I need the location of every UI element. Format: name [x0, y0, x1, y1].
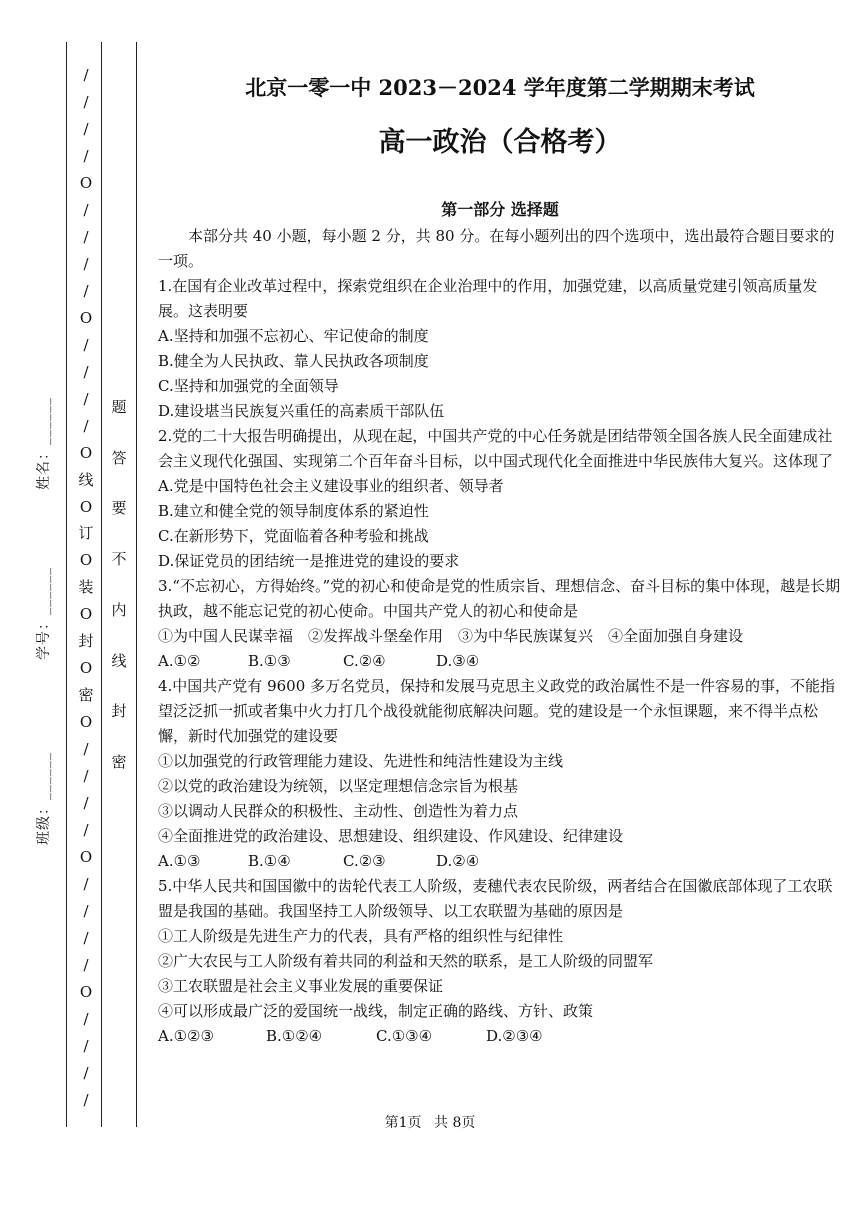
choice-c[interactable]: C.②④: [343, 652, 386, 670]
option-c[interactable]: C.在新形势下，党面临着各种考验和挑战: [158, 527, 429, 545]
choice-d[interactable]: D.②④: [436, 852, 480, 870]
choice-row: [158, 1024, 842, 1049]
question-3: [158, 574, 842, 674]
exam-subtitle: 高一政治（合格考）: [378, 127, 622, 158]
statement-1: ①以加强党的行政管理能力建设、先进性和纯洁性建设为主线: [158, 752, 564, 770]
question-stem: 1.在国有企业改革过程中，探索党组织在企业治理中的作用，加强党建，以高质量党建引领高质量发展。这表明要: [158, 277, 818, 320]
notice-column: 密 封 线 内 不 要 答 题: [111, 398, 127, 771]
statement-3: ③工农联盟是社会主义事业发展的重要保证: [158, 977, 444, 995]
choice-b[interactable]: B.①③: [248, 652, 291, 670]
statement-2: ②广大农民与工人阶级有着共同的利益和天然的联系，是工人阶级的同盟军: [158, 952, 654, 970]
option-c[interactable]: C.坚持和加强党的全面领导: [158, 377, 339, 395]
statement-4: ④可以形成最广泛的爱国统一战线，制定正确的路线、方针、政策: [158, 1002, 594, 1020]
choice-c[interactable]: C.①③④: [376, 1027, 433, 1045]
page-number: 第1页: [384, 1115, 422, 1131]
section-title: 第一部分 选择题: [441, 200, 559, 219]
question-stem: 5.中华人民共和国国徽中的齿轮代表工人阶级，麦穗代表农民阶级，两者结合在国徽底部体现了工农联盟是我国的基础。我国坚持工人阶级领导、以工农联盟为基础的原因是: [158, 877, 833, 920]
choice-d[interactable]: D.③④: [436, 652, 480, 670]
exam-content: [158, 60, 842, 1049]
cut-mark-mi: 密: [78, 686, 94, 705]
cut-mark-feng: 封: [78, 632, 94, 651]
page-footer: [0, 1112, 860, 1132]
choice-a[interactable]: A.①③: [158, 852, 201, 870]
option-a[interactable]: A.党是中国特色社会主义建设事业的组织者、领导者: [158, 477, 504, 495]
cut-mark-line: 线: [78, 470, 94, 489]
choice-d[interactable]: D.②③④: [486, 1027, 543, 1045]
margin-line-outer: [66, 42, 67, 1127]
statement-3: ③以调动人民群众的积极性、主动性、创造性为着力点: [158, 802, 519, 820]
statement-1: ①工人阶级是先进生产力的代表，具有严格的组织性与纪律性: [158, 927, 564, 945]
choice-c[interactable]: C.②③: [343, 852, 386, 870]
margin-line-middle: [101, 42, 102, 1127]
question-4: [158, 674, 842, 874]
option-b[interactable]: B.健全为人民执政、靠人民执政各项制度: [158, 352, 429, 370]
name-label: 姓名：______: [36, 397, 52, 490]
question-stem: 4.中国共产党有 9600 多万名党员，保持和发展马克思主义政党的政治属性不是一件容易的事，不能指望泛泛抓一抓或者集中火力打几个战役就能彻底解决问题。党的建设是一个永恒课题，来不得半点松懈，新时代加强党的建设要: [158, 677, 836, 745]
question-1: [158, 274, 842, 424]
choice-row: [158, 649, 842, 674]
question-stem: 2.党的二十大报告明确提出，从现在起，中国共产党的中心任务就是团结带领全国各族人民全面建成社会主义现代化强国、实现第二个百年奋斗目标，以中国式现代化全面推进中华民族伟大复兴。这体现了: [158, 427, 834, 470]
choice-a[interactable]: A.①②③: [158, 1027, 214, 1045]
cut-mark-ding: 订: [78, 524, 94, 543]
question-stem: 3.“不忘初心，方得始终。”党的初心和使命是党的性质宗旨、理想信念、奋斗目标的集中体现，越是长期执政，越不能忘记党的初心使命。中国共产党人的初心和使命是: [158, 577, 841, 620]
cut-mark-zhuang: 装: [78, 578, 94, 597]
class-label: 班级：______: [36, 752, 52, 845]
option-b[interactable]: B.建立和健全党的领导制度体系的紧迫性: [158, 502, 429, 520]
section-instructions: 本部分共 40 小题，每小题 2 分，共 80 分。在每小题列出的四个选项中，选出最符合题目要求的一项。: [158, 227, 835, 270]
choice-row: [158, 849, 842, 874]
choice-a[interactable]: A.①②: [158, 652, 201, 670]
statement-2: ②以党的政治建设为统领，以坚定理想信念宗旨为根基: [158, 777, 519, 795]
option-a[interactable]: A.坚持和加强不忘初心、牢记使命的制度: [158, 327, 429, 345]
question-5: [158, 874, 842, 1049]
exam-title: 北京一零一中 2023－2024 学年度第二学期期末考试: [245, 75, 755, 100]
binding-margin: [0, 0, 140, 1217]
page-total: 共 8页: [434, 1115, 476, 1131]
student-id-label: 学号：______: [36, 567, 52, 660]
option-d[interactable]: D.建设堪当民族复兴重任的高素质干部队伍: [158, 402, 445, 420]
statement-4: ④全面推进党的政治建设、思想建设、组织建设、作风建设、纪律建设: [158, 827, 624, 845]
question-2: [158, 424, 842, 574]
choice-b[interactable]: B.①④: [248, 852, 291, 870]
cut-line-marks: / / / / O / / / / O / / / / O 线 O 订 O 装 O 封 O 密 O / / / / O / / / / O / / / /: [78, 66, 94, 1109]
choice-b[interactable]: B.①②④: [266, 1027, 323, 1045]
statement-list: ①为中国人民谋幸福 ②发挥战斗堡垒作用 ③为中华民族谋复兴 ④全面加强自身建设: [158, 627, 744, 645]
margin-line-inner: [136, 42, 137, 1127]
option-d[interactable]: D.保证党员的团结统一是推进党的建设的要求: [158, 552, 460, 570]
